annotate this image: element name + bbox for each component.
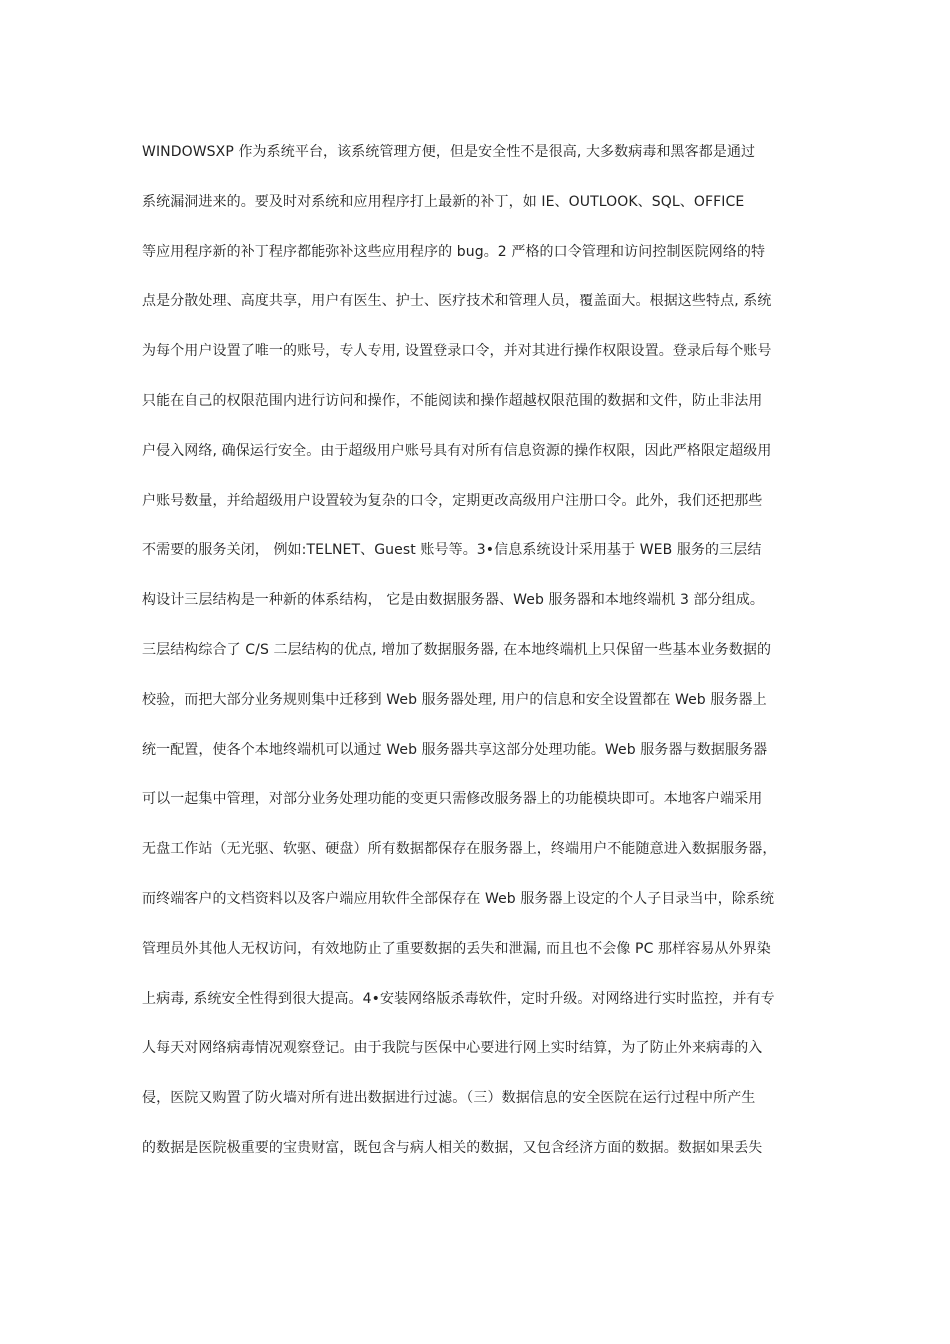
text-line: 而终端客户的文档资料以及客户端应用软件全部保存在 Web 服务器上设定的个人子目录当中，除系统	[142, 890, 775, 907]
text-line: 为每个用户设置了唯一的账号，专人专用, 设置登录口令，并对其进行操作权限设置。登录后每个账号	[142, 343, 772, 360]
text-line: 构设计三层结构是一种新的体系结构， 它是由数据服务器、Web 服务器和本地终端机 3 部分组成。	[142, 592, 765, 609]
text-line: 人每天对网络病毒情况观察登记。由于我院与医保中心要进行网上实时结算，为了防止外来病毒的入	[142, 1040, 763, 1057]
text-line: 户侵入网络, 确保运行安全。由于超级用户账号具有对所有信息资源的操作权限，因此严格限定超级用	[142, 442, 772, 459]
text-line: 等应用程序新的补丁程序都能弥补这些应用程序的 bug。2 严格的口令管理和访问控制医院网络的特	[142, 243, 766, 260]
text-line: 上病毒, 系统安全性得到很大提高。4•安装网络版杀毒软件，定时升级。对网络进行实时监控，并有专	[142, 990, 775, 1007]
text-line: 不需要的服务关闭， 例如:TELNET、Guest 账号等。3•信息系统设计采用基于 WEB 服务的三层结	[142, 542, 762, 559]
text-line: 系统漏洞进来的。要及时对系统和应用程序打上最新的补丁，如 IE、OUTLOOK、SQL、OFFICE	[142, 193, 745, 210]
text-line: 的数据是医院极重要的宝贵财富，既包含与病人相关的数据，又包含经济方面的数据。数据如果丢失	[142, 1139, 763, 1156]
text-line: 户账号数量，并给超级用户设置较为复杂的口令，定期更改高级用户注册口令。此外，我们还把那些	[142, 492, 763, 509]
text-line: 点是分散处理、高度共享，用户有医生、护士、医疗技术和管理人员，覆盖面大。根据这些特点, 系统	[142, 293, 772, 310]
text-line: WINDOWSXP 作为系统平台，该系统管理方便，但是安全性不是很高, 大多数病毒和黑客都是通过	[142, 144, 756, 160]
text-line: 统一配置，使各个本地终端机可以通过 Web 服务器共享这部分处理功能。Web 服务器与数据服务器	[142, 741, 768, 758]
text-line: 侵，医院又购置了防火墙对所有进出数据进行过滤。（三）数据信息的安全医院在运行过程中所产生	[142, 1090, 756, 1107]
text-line: 校验，而把大部分业务规则集中迁移到 Web 服务器处理, 用户的信息和安全设置都在 Web 服务器上	[142, 691, 767, 708]
text-line: 可以一起集中管理，对部分业务处理功能的变更只需修改服务器上的功能模块即可。本地客户端采用	[142, 791, 763, 808]
text-line: 三层结构综合了 C/S 二层结构的优点, 增加了数据服务器, 在本地终端机上只保留一些基本业务数据的	[142, 641, 772, 658]
text-line: 无盘工作站（无光驱、软驱、硬盘）所有数据都保存在服务器上，终端用户不能随意进入数据服务器，	[142, 841, 777, 858]
body-text	[142, 140, 822, 1186]
text-line: 管理员外其他人无权访问，有效地防止了重要数据的丢失和泄漏, 而且也不会像 PC 那样容易从外界染	[142, 940, 771, 957]
text-line: 只能在自己的权限范围内进行访问和操作，不能阅读和操作超越权限范围的数据和文件，防止非法用	[142, 392, 763, 409]
